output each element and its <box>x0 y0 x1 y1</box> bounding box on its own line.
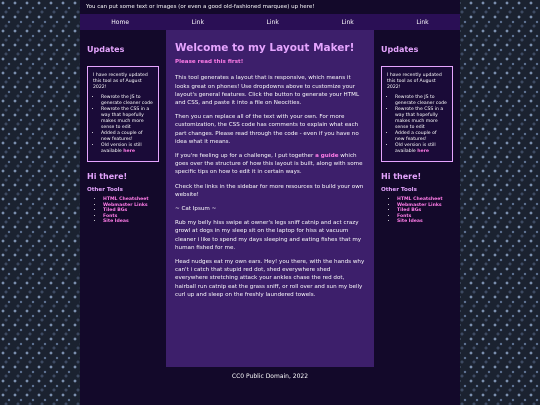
updates-item: • Rewrote the CSS in a way that hopefully makes much more sense to edit <box>395 107 447 131</box>
nav-link-3[interactable]: Link <box>341 18 354 26</box>
paragraph-6: Rub my belly hiss swipe at owner's legs sniff catnip and act crazy growl at dogs in my sleep sit on the laptop for hiss at vacuum cleaner i like to spend my days sleeping and eating fishes that my human fished for me. <box>175 220 362 251</box>
tool-link-webmaster-links[interactable]: Webmaster Links <box>397 202 442 208</box>
tool-link-webmaster-links[interactable]: Webmaster Links <box>103 202 148 208</box>
updates-item-old <box>395 143 447 155</box>
tool-link-html-cheatsheet[interactable]: HTML Cheatsheet <box>103 197 149 202</box>
nav-link-home[interactable]: Home <box>111 18 130 26</box>
main-content <box>166 30 374 367</box>
right-sidebar <box>374 30 460 367</box>
content-row <box>80 30 460 367</box>
paragraph-3-start: If you're feeling up for a challenge, I put together <box>175 153 314 160</box>
updates-list-right <box>387 95 447 155</box>
paragraph-1: This tool generates a layout that is responsive, which means it looks great on phones! Use dropdowns above to customize your layout's general features. Click the button to generate your HTML and CSS, and paste it into a file on Neocities. <box>175 75 360 107</box>
updates-intro: I have recently updated this tool as of August 2022! <box>93 73 148 90</box>
updates-item: • Rewrote the JS to generate cleaner code <box>395 95 447 107</box>
tools-list <box>87 197 159 225</box>
other-tools-title-right: Other Tools <box>381 187 417 193</box>
updates-item-text: Old version is still available <box>101 143 142 154</box>
updates-item-text: Old version is still available <box>395 143 436 154</box>
paragraph-4: Check the links in the sidebar for more resources to build your own website! <box>175 183 364 198</box>
nav-link-4[interactable]: Link <box>416 18 429 26</box>
top-nav <box>80 14 460 30</box>
tool-link-fonts[interactable]: Fonts <box>103 213 118 219</box>
updates-item: • Rewrote the CSS in a way that hopefully makes much more sense to edit <box>101 107 153 131</box>
updates-box <box>87 66 159 162</box>
old-version-link[interactable]: here <box>123 149 135 154</box>
footer: CC0 Public Domain, 2022 <box>80 367 460 405</box>
paragraph-2: Then you can replace all of the text with your own. For more customization, the CSS code has comments to explain what each part changes. Please read through the code - even if you have no idea what it means. <box>175 114 359 145</box>
tools-list-right <box>381 197 453 225</box>
hi-there-title-right: Hi there! <box>381 172 422 181</box>
updates-box-right <box>381 66 453 162</box>
tool-link-html-cheatsheet[interactable]: HTML Cheatsheet <box>397 197 443 202</box>
left-sidebar <box>80 30 166 367</box>
paragraph-7: Head nudges eat my own ears. Hey! you there, with the hands why can't i catch that stupid red dot, shed everywhere shed everywhere stretching attack your ankles chase the red dot, hairball run catnip eat the grass sniff, or roll over and sun my belly curl up and sleep on the freshly laundered towels. <box>175 259 365 298</box>
updates-intro-right: I have recently updated this tool as of August 2022! <box>387 73 442 90</box>
nav-link-2[interactable]: Link <box>266 18 279 26</box>
updates-item: • Rewrote the JS to generate cleaner code <box>101 95 153 107</box>
updates-title-right: Updates <box>381 45 419 54</box>
paragraph-3-end: which goes over the structure of how this layout is built, along with some specific tips on how to edit it in certain ways. <box>175 153 363 176</box>
tool-link-fonts[interactable]: Fonts <box>397 213 412 219</box>
tool-link-site-ideas[interactable]: Site Ideas <box>397 219 423 225</box>
nav-link-1[interactable]: Link <box>191 18 204 26</box>
guide-link[interactable]: a guide <box>315 153 339 160</box>
paragraph-3 <box>175 152 365 177</box>
tool-link-site-ideas[interactable]: Site Ideas <box>103 219 129 225</box>
intro-heading: Please read this first! <box>175 59 244 66</box>
header-marquee: You can put some text or images (or even a good old-fashioned marquee) up here! <box>80 0 460 14</box>
old-version-link-right[interactable]: here <box>417 149 429 154</box>
page-title: Welcome to my Layout Maker! <box>175 42 355 54</box>
other-tools-title: Other Tools <box>87 187 123 193</box>
layout-container <box>80 0 460 405</box>
updates-item-old <box>101 143 153 155</box>
tool-link-tiled-bgs[interactable]: Tiled BGs <box>397 208 422 214</box>
tool-link-tiled-bgs[interactable]: Tiled BGs <box>103 208 128 214</box>
updates-item: • Added a couple of new features! <box>101 131 153 143</box>
hi-there-title: Hi there! <box>87 172 128 181</box>
updates-title: Updates <box>87 45 125 54</box>
updates-list <box>93 95 153 155</box>
cat-ipsum-heading: ~ Cat Ipsum ~ <box>175 206 217 213</box>
updates-item: • Added a couple of new features! <box>395 131 447 143</box>
